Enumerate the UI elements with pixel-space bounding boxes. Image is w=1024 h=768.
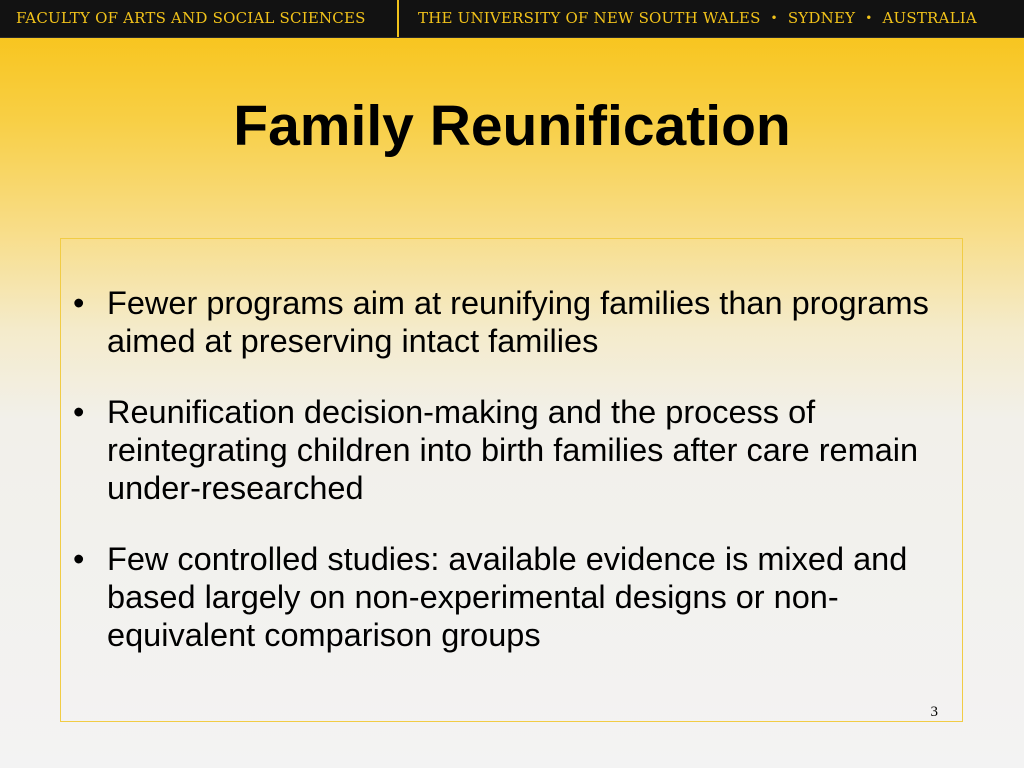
- content-box: [60, 238, 963, 722]
- university-banner: [418, 9, 977, 27]
- bullet-text: Fewer programs aim at reunifying families than programs aimed at preserving intact families: [107, 285, 929, 359]
- bullet-marker: •: [73, 394, 85, 430]
- bullet-text: Few controlled studies: available evidence is mixed and based largely on non-experimental designs or non-equivalent comparison groups: [107, 541, 908, 653]
- header-separator: •: [865, 11, 873, 25]
- bullet-list: [71, 284, 951, 687]
- bullet-item: [71, 393, 951, 507]
- bullet-marker: •: [73, 285, 85, 321]
- bullet-marker: •: [73, 541, 85, 577]
- faculty-name: FACULTY OF ARTS AND SOCIAL SCIENCES: [16, 9, 366, 27]
- country-name: AUSTRALIA: [882, 9, 977, 27]
- slide-title: Family Reunification: [233, 94, 791, 158]
- bullet-text: Reunification decision-making and the process of reintegrating children into birth families after care remain under-researched: [107, 394, 919, 506]
- bullet-item: [71, 284, 951, 360]
- city-name: SYDNEY: [787, 9, 856, 27]
- header-separator: •: [770, 11, 778, 25]
- bullet-item: [71, 540, 951, 654]
- header-divider: [397, 0, 399, 37]
- slide-number: 3: [930, 704, 938, 720]
- university-name: THE UNIVERSITY OF NEW SOUTH WALES: [418, 9, 761, 27]
- header-bar: [0, 0, 1024, 38]
